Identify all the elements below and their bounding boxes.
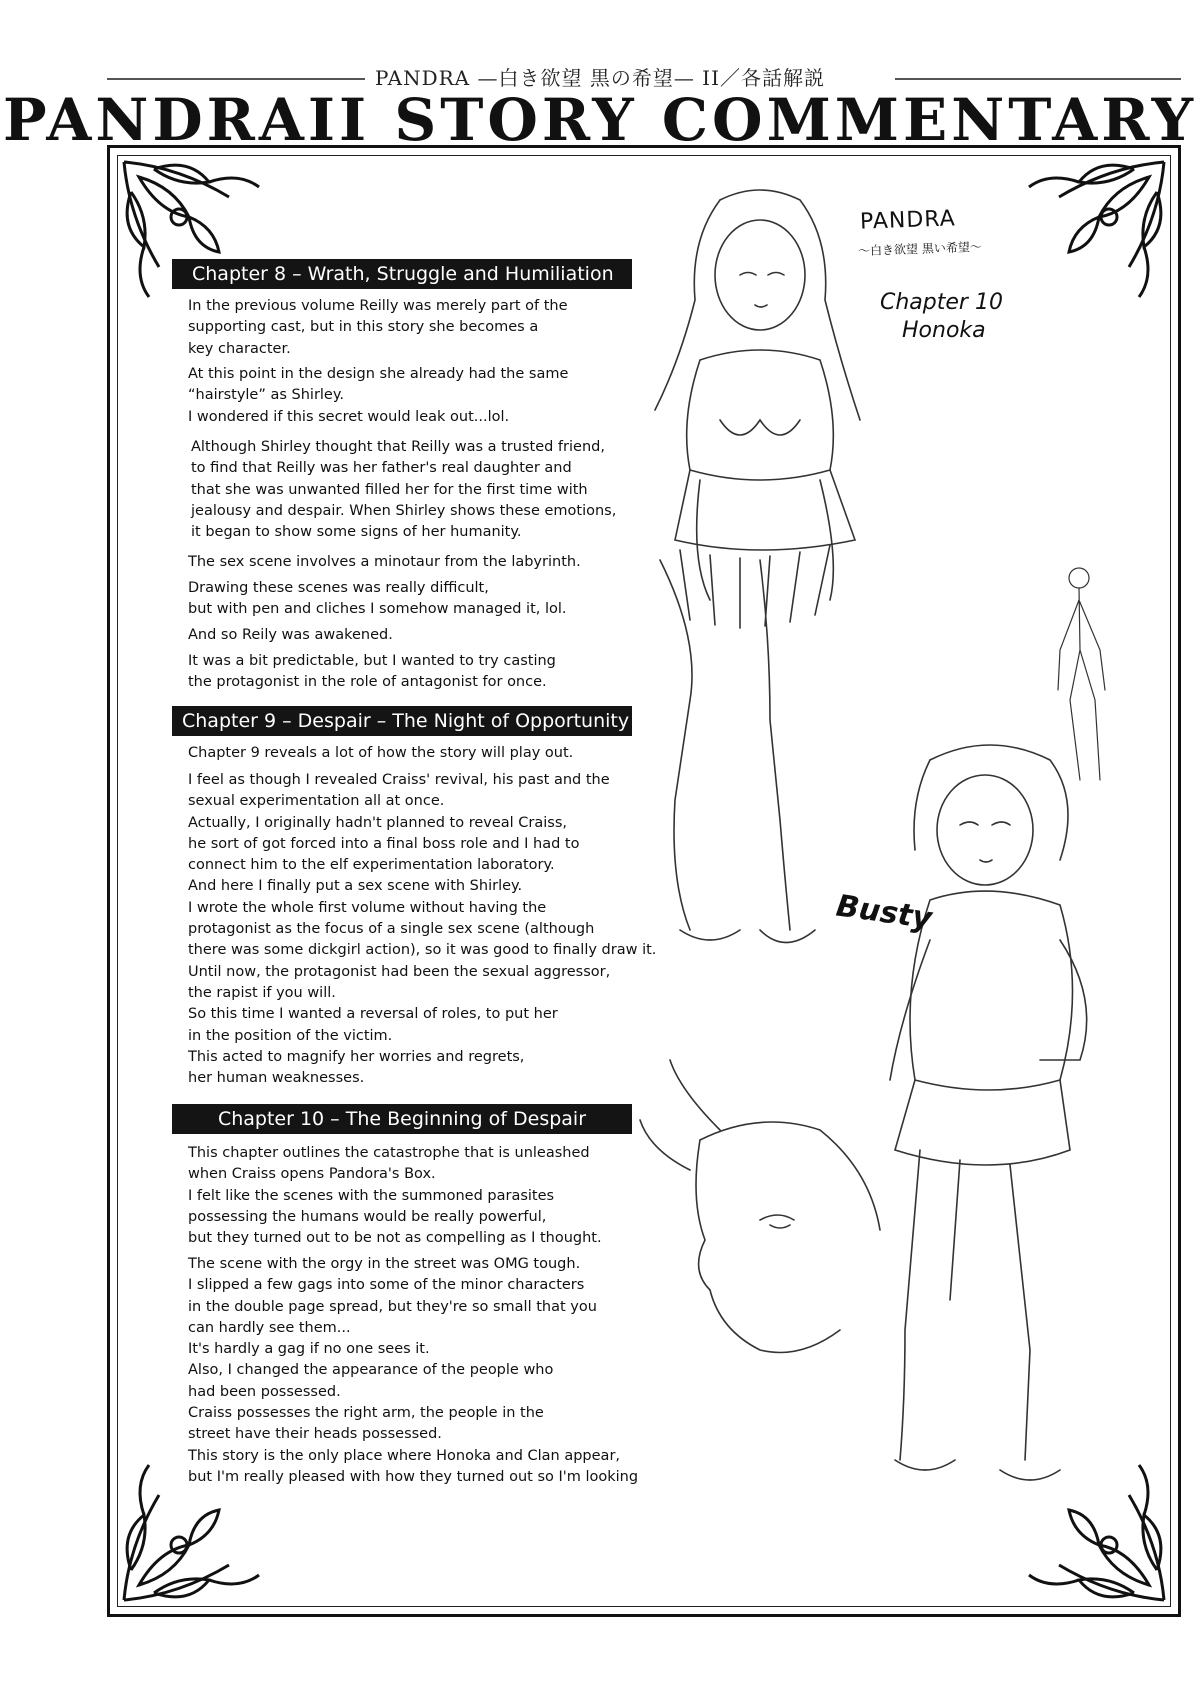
chapter-8-paragraph <box>188 578 708 621</box>
text-line: Craiss possesses the right arm, the people in the <box>188 1405 544 1422</box>
chapter-10-heading: Chapter 10 – The Beginning of Despair <box>172 1104 632 1134</box>
flourish-icon <box>1019 157 1169 307</box>
chapter-8-paragraph <box>191 437 711 543</box>
chapter-9-paragraph <box>188 770 708 1089</box>
text-line: had been possessed. <box>188 1383 341 1400</box>
chapter-10-paragraph <box>188 1143 708 1249</box>
text-line: “hairstyle” as Shirley. <box>188 387 344 404</box>
logo-sketch-subtitle: 〜白き欲望 黒い希望〜 <box>857 239 983 259</box>
text-line: Actually, I originally hadn't planned to reveal Craiss, <box>188 814 568 831</box>
corner-ornament-bottom-right <box>1019 1455 1169 1605</box>
text-line: So this time I wanted a reversal of roles, to put her <box>188 1006 558 1023</box>
text-line: but with pen and cliches I somehow managed it, lol. <box>188 601 567 618</box>
text-line: Drawing these scenes was really difficult, <box>188 580 489 596</box>
text-line: The sex scene involves a minotaur from the labyrinth. <box>188 554 581 570</box>
text-line: I slipped a few gags into some of the minor characters <box>188 1277 585 1294</box>
chapter-9-paragraph <box>188 743 708 764</box>
chapter-note-line2: Honoka <box>902 318 986 343</box>
text-line: Until now, the protagonist had been the sexual aggressor, <box>188 963 611 980</box>
chapter-10-paragraph <box>188 1254 708 1488</box>
logo-sketch: PANDRA <box>859 206 957 235</box>
text-line: sexual experimentation all at once. <box>188 793 445 810</box>
text-line: connect him to the elf experimentation laboratory. <box>188 857 555 874</box>
chapter-8-paragraph <box>188 625 708 646</box>
text-line: The scene with the orgy in the street was OMG tough. <box>188 1256 581 1272</box>
text-line: protagonist as the focus of a single sex scene (although <box>188 921 595 938</box>
text-line: he sort of got forced into a final boss role and I had to <box>188 835 580 852</box>
text-line: Also, I changed the appearance of the people who <box>188 1362 554 1379</box>
flourish-icon <box>1019 1455 1169 1605</box>
text-line: it began to show some signs of her humanity. <box>191 524 522 541</box>
chapter-8-heading: Chapter 8 – Wrath, Struggle and Humiliation <box>172 259 632 289</box>
text-line: the protagonist in the role of antagonist for once. <box>188 674 547 691</box>
text-line: to find that Reilly was her father's real daughter and <box>191 460 572 477</box>
chapter-8-paragraph <box>188 364 708 428</box>
text-line: Although Shirley thought that Reilly was a trusted friend, <box>191 439 605 455</box>
chapter-note-line1: Chapter 10 <box>880 290 1003 315</box>
text-line: It's hardly a gag if no one sees it. <box>188 1341 430 1358</box>
corner-ornament-top-right <box>1019 157 1169 307</box>
text-line: At this point in the design she already had the same <box>188 366 569 382</box>
page-subtitle-text: PANDRA —白き欲望 黒の希望— II／各話解説 <box>365 66 835 90</box>
text-line: I feel as though I revealed Craiss' revival, his past and the <box>188 772 610 788</box>
text-line: This story is the only place where Honoka and Clan appear, <box>188 1447 621 1464</box>
text-line: the rapist if you will. <box>188 984 336 1001</box>
text-line: possessing the humans would be really powerful, <box>188 1208 547 1225</box>
text-line: jealousy and despair. When Shirley shows these emotions, <box>191 502 617 519</box>
text-line: Chapter 9 reveals a lot of how the story will play out. <box>188 745 574 761</box>
text-line: there was some dickgirl action), so it was good to finally draw it. <box>188 942 657 959</box>
text-line: It was a bit predictable, but I wanted to try casting <box>188 653 556 669</box>
chapter-8-paragraph <box>188 552 708 573</box>
text-line: when Craiss opens Pandora's Box. <box>188 1166 436 1183</box>
text-line: but they turned out to be not as compelling as I thought. <box>188 1230 602 1247</box>
text-line: her human weaknesses. <box>188 1070 365 1087</box>
text-line: I wondered if this secret would leak out...lol. <box>188 408 510 425</box>
text-line: And so Reily was awakened. <box>188 627 393 643</box>
text-line: in the position of the victim. <box>188 1027 393 1044</box>
text-line: key character. <box>188 340 291 357</box>
text-line: but I'm really pleased with how they turned out so I'm looking <box>188 1468 639 1485</box>
chapter-8-paragraph <box>188 296 708 360</box>
busty-note: Busty <box>834 888 934 937</box>
chapter-8-paragraph <box>188 651 708 694</box>
text-line: supporting cast, but in this story she becomes a <box>188 319 539 336</box>
text-line: can hardly see them... <box>188 1319 351 1336</box>
text-line: street have their heads possessed. <box>188 1426 442 1443</box>
page-title: PANDRAII STORY COMMENTARY <box>2 86 1198 154</box>
text-line: in the double page spread, but they're so small that you <box>188 1298 597 1315</box>
text-line: I wrote the whole first volume without having the <box>188 899 547 916</box>
text-line: In the previous volume Reilly was merely part of the <box>188 298 568 314</box>
chapter-9-heading: Chapter 9 – Despair – The Night of Opportunity <box>172 706 632 736</box>
text-line: I felt like the scenes with the summoned parasites <box>188 1187 555 1204</box>
text-line: And here I finally put a sex scene with Shirley. <box>188 878 523 895</box>
text-line: that she was unwanted filled her for the first time with <box>191 481 588 498</box>
text-line: This acted to magnify her worries and regrets, <box>188 1048 525 1065</box>
text-line: This chapter outlines the catastrophe that is unleashed <box>188 1145 590 1161</box>
